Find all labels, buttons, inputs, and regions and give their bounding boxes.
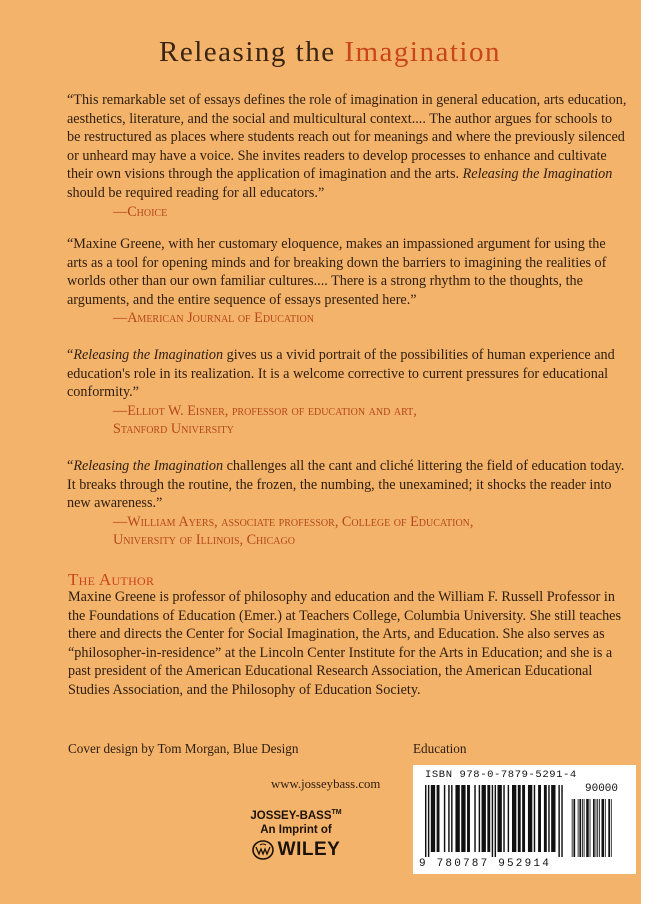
barcode-bar: [451, 785, 452, 852]
addon-bar: [599, 799, 600, 857]
price-code: 90000: [585, 783, 619, 795]
author-bio: Maxine Greene is professor of philosophy and education and the William F. Russell Professor in the Foundations of Education (Emer.) at Teachers College, Columbia University. She still teaches there and directs the Center for Social Imagination, the Arts, and Education. She also serves as “philosopher-in-residence” at the Lincoln Center Institute for the Arts in Education; and she is a past president of the American Educational Research Association, the American Educational Studies Association, and the Philosophy of Education Society.: [68, 589, 621, 698]
barcode-bar: [522, 785, 525, 852]
addon-bar: [586, 799, 589, 857]
addon-bar: [590, 799, 591, 857]
addon-bar: [593, 799, 595, 857]
barcode-bar: [425, 785, 426, 857]
isbn-label: ISBN 978-0-7879-5291-4: [425, 769, 577, 781]
review-quote: [67, 457, 627, 550]
review-text: “Releasing the Imagination gives us a vivid portrait of the possibilities of human experience and education's role in its realization. It is a welcome corrective to current pressures for educational conformity.”: [67, 347, 615, 401]
barcode-bar: [444, 785, 445, 852]
barcode-bar: [455, 785, 459, 852]
ean-digits: 9 780787 952914: [419, 858, 552, 870]
book-title: [0, 36, 660, 69]
review-quote: [67, 346, 627, 439]
title-prefix: Releasing the: [159, 36, 336, 68]
barcode-bar: [548, 785, 549, 852]
barcode-bar: [558, 785, 559, 857]
wiley-emblem-icon: [252, 840, 274, 860]
title-highlight: Imagination: [344, 36, 501, 68]
category-label: Education: [413, 741, 467, 756]
barcode-bar: [437, 785, 440, 852]
review-quote: [67, 235, 627, 328]
barcode-bar: [482, 785, 486, 852]
isbn-barcode: [413, 765, 636, 874]
addon-bar: [611, 799, 612, 857]
barcode-bar: [534, 785, 535, 852]
imprint-text: An Imprint of: [260, 823, 332, 836]
publisher-name: JOSSEY-BASS: [250, 809, 332, 822]
review-text: “Releasing the Imagination challenges all the cant and cliché littering the field of education today. It breaks through the routine, the frozen, the numbing, the unexamined; it shocks the reader into new awareness.”: [67, 458, 625, 512]
barcode-bar: [495, 785, 496, 857]
trademark-mark: TM: [331, 809, 342, 816]
barcode-bar: [461, 785, 465, 852]
barcode-bar: [512, 785, 516, 852]
addon-bar: [582, 799, 583, 857]
barcode-bar: [503, 785, 504, 852]
addon-bar: [578, 799, 579, 857]
wiley-wordmark: WILEY: [277, 838, 341, 860]
right-margin: [642, 0, 660, 904]
barcode-bar: [518, 785, 521, 852]
barcode-bar: [544, 785, 547, 852]
addon-bar: [584, 799, 585, 857]
barcode-bar: [508, 785, 509, 852]
barcode-bar: [428, 785, 429, 857]
barcode-bar: [431, 785, 435, 852]
barcode-bar: [479, 785, 480, 852]
addon-bar: [572, 799, 573, 857]
review-quote: [67, 91, 627, 221]
author-heading: The Author: [68, 570, 155, 589]
addon-bar: [573, 799, 575, 857]
publisher-website[interactable]: www.josseybass.com: [271, 777, 381, 791]
addon-bar: [597, 799, 598, 857]
addon-bar: [579, 799, 581, 857]
barcode-bar: [492, 785, 493, 857]
review-attribution: —Elliot W. Eisner, professor of education and art,: [113, 402, 417, 419]
review-text: “This remarkable set of essays defines the role of imagination in general education, arts education, aesthetics, literature, and the social and multicultural context.... The author argues for schools to be restructured as places where students reach out for meanings and where the previously silenced or unheard may have a voice. She invites readers to develop processes to enhance and cultivate their own visions through the application of imagination and the arts. Releasing the Imagination should be required reading for all educators.”: [67, 92, 627, 201]
review-attribution: Stanford University: [113, 421, 234, 438]
barcode-bar: [551, 785, 555, 852]
review-text: “Maxine Greene, with her customary eloquence, makes an impassioned argument for using the arts as a tool for opening minds and for breaking down the barriers to imagining the realities of worlds other than our own familiar cultures.... There is a strong rhythm to the thoughts, the arguments, and the entire sequence of essays presented here.”: [67, 236, 607, 308]
barcode-bar: [538, 785, 541, 852]
review-attribution: —Choice: [113, 203, 168, 220]
barcode-bar: [467, 785, 470, 852]
addon-bar: [602, 799, 605, 857]
cover-credit: Cover design by Tom Morgan, Blue Design: [68, 741, 299, 756]
addon-bar: [596, 799, 597, 857]
barcode-bar: [561, 785, 562, 857]
review-attribution: —American Journal of Education: [113, 310, 314, 327]
barcode-bar: [448, 785, 449, 852]
addon-bar: [605, 799, 606, 857]
barcode-bar: [528, 785, 532, 852]
barcode-bar: [474, 785, 475, 852]
barcode-bar: [487, 785, 490, 852]
barcode-bar: [498, 785, 502, 852]
review-attribution: University of Illinois, Chicago: [113, 532, 295, 549]
publisher-logo: [238, 806, 354, 861]
review-attribution: —William Ayers, associate professor, College of Education,: [113, 513, 474, 530]
addon-bar: [608, 799, 610, 857]
